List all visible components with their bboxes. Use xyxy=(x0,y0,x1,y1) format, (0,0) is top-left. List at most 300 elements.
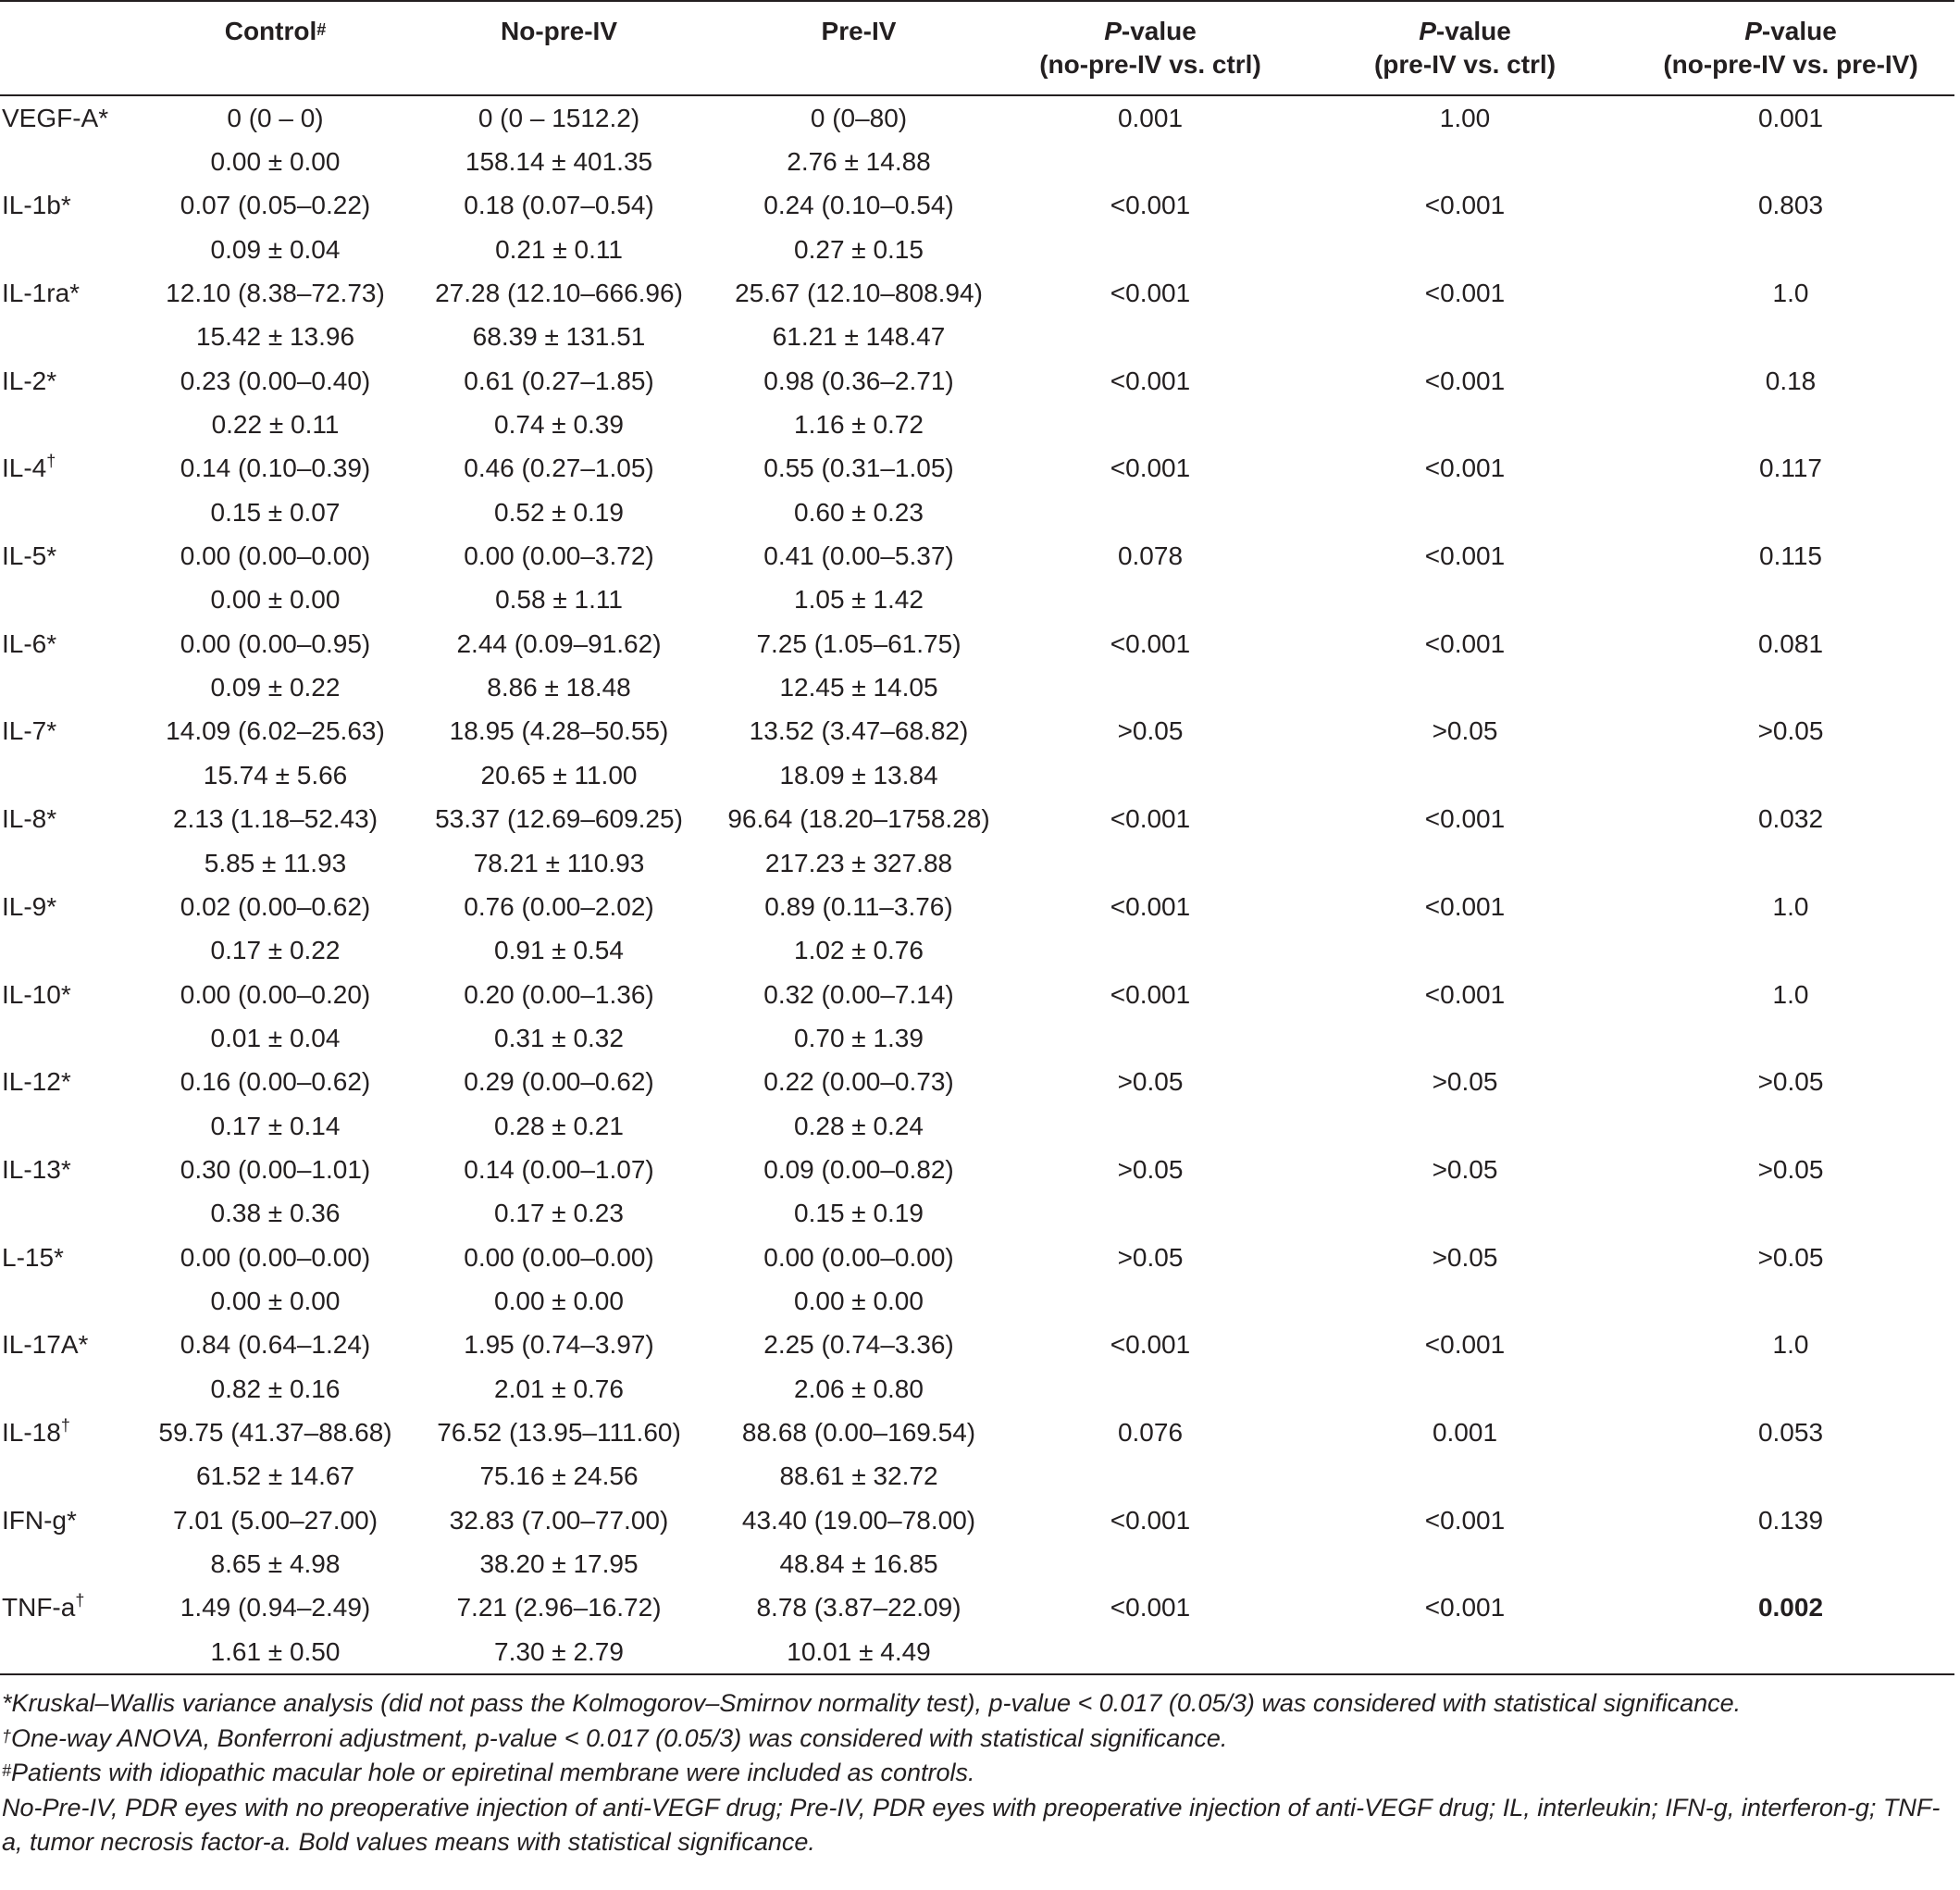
control-median-range: 2.13 (1.18–52.43) xyxy=(172,804,378,834)
table-row xyxy=(0,1148,1954,1191)
p-value-no-pre-iv-vs-pre-iv: 0.115 xyxy=(1759,541,1822,571)
blank-cell xyxy=(998,1192,1303,1236)
blank-cell xyxy=(0,841,153,885)
no-pre-iv-mean-sd: 0.74 ± 0.39 xyxy=(494,410,624,440)
marker-name: IL-2 xyxy=(2,366,47,395)
marker-name: L-15 xyxy=(2,1242,55,1272)
blank-cell xyxy=(0,491,153,534)
footnote-2: †One-way ANOVA, Bonferroni adjustment, p-value < 0.017 (0.05/3) was considered with statistical significance. xyxy=(2,1723,1228,1752)
blank-cell xyxy=(1627,1279,1954,1323)
p-value-no-pre-iv-vs-pre-iv: >0.05 xyxy=(1757,1067,1824,1097)
table-row xyxy=(0,929,1954,973)
blank-cell xyxy=(0,1455,153,1498)
blank-cell xyxy=(998,1104,1303,1148)
marker-name: IFN-g xyxy=(2,1505,67,1535)
p-value-no-pre-iv-vs-pre-iv: >0.05 xyxy=(1757,1154,1824,1184)
blank-cell xyxy=(1627,1630,1954,1674)
marker-name: IL-17A xyxy=(2,1330,79,1360)
table-row xyxy=(0,447,1954,491)
p-value-no-pre-iv-vs-pre-iv: >0.05 xyxy=(1757,1242,1824,1272)
blank-cell xyxy=(998,929,1303,973)
blank-cell xyxy=(0,1279,153,1323)
control-mean-sd: 0.38 ± 0.36 xyxy=(210,1199,341,1228)
pre-iv-median-range: 88.68 (0.00–169.54) xyxy=(741,1417,976,1447)
blank-cell xyxy=(1303,665,1627,709)
control-mean-sd: 5.85 ± 11.93 xyxy=(204,848,347,877)
blank-cell xyxy=(1627,578,1954,622)
no-pre-iv-median-range: 27.28 (12.10–666.96) xyxy=(435,279,683,308)
blank-cell xyxy=(1303,578,1627,622)
control-median-range: 59.75 (41.37–88.68) xyxy=(158,1417,392,1447)
marker-footnote-mark: * xyxy=(46,628,57,658)
pre-iv-mean-sd: 0.70 ± 1.39 xyxy=(794,1023,924,1052)
control-mean-sd: 8.65 ± 4.98 xyxy=(210,1549,341,1579)
no-pre-iv-mean-sd: 8.86 ± 18.48 xyxy=(487,673,631,703)
table-row xyxy=(0,359,1954,403)
table-row xyxy=(0,841,1954,885)
pre-iv-mean-sd: 0.60 ± 0.23 xyxy=(794,497,924,527)
blank-cell xyxy=(0,578,153,622)
blank-cell xyxy=(0,316,153,359)
blank-cell xyxy=(998,665,1303,709)
table-row xyxy=(0,1016,1954,1060)
blank-cell xyxy=(1303,753,1627,797)
pre-iv-mean-sd: 0.15 ± 0.19 xyxy=(794,1199,924,1228)
p-value-pre-iv-vs-ctrl: <0.001 xyxy=(1424,891,1506,921)
p-value-pre-iv-vs-ctrl: >0.05 xyxy=(1432,716,1498,746)
table-row xyxy=(0,710,1954,753)
pre-iv-median-range: 2.25 (0.74–3.36) xyxy=(763,1330,954,1360)
blank-cell xyxy=(0,228,153,271)
pre-iv-median-range: 25.67 (12.10–808.94) xyxy=(735,279,983,308)
table-row xyxy=(0,95,1954,140)
p-value-no-pre-iv-vs-ctrl: 0.078 xyxy=(1117,541,1184,571)
marker-footnote-mark: † xyxy=(75,1591,85,1610)
blank-cell xyxy=(998,491,1303,534)
marker-label xyxy=(0,973,153,1016)
p-value-pre-iv-vs-ctrl: 1.00 xyxy=(1439,103,1491,132)
table-row xyxy=(0,798,1954,841)
marker-label xyxy=(0,1061,153,1104)
pre-iv-median-range: 0 (0–80) xyxy=(810,103,908,132)
table-row xyxy=(0,885,1954,928)
table-row xyxy=(0,228,1954,271)
p-value-no-pre-iv-vs-ctrl: >0.05 xyxy=(1117,1242,1184,1272)
header-blank xyxy=(0,1,153,95)
pre-iv-mean-sd: 88.61 ± 32.72 xyxy=(779,1461,938,1491)
marker-footnote-mark: * xyxy=(46,366,57,395)
blank-cell xyxy=(1627,228,1954,271)
marker-name: IL-10 xyxy=(2,979,61,1009)
blank-cell xyxy=(998,1016,1303,1060)
no-pre-iv-median-range: 0.76 (0.00–2.02) xyxy=(464,891,654,921)
p-value-no-pre-iv-vs-pre-iv: 0.002 xyxy=(1757,1593,1824,1623)
table-body xyxy=(0,95,1954,1674)
control-mean-sd: 0.22 ± 0.11 xyxy=(211,410,340,440)
blank-cell xyxy=(0,1630,153,1674)
marker-label xyxy=(0,95,153,140)
header-p2: P-value (pre-IV vs. ctrl) xyxy=(1303,1,1627,95)
pre-iv-mean-sd: 61.21 ± 148.47 xyxy=(772,322,946,352)
table-row xyxy=(0,622,1954,665)
no-pre-iv-median-range: 0.20 (0.00–1.36) xyxy=(464,979,654,1009)
marker-name: IL-8 xyxy=(2,804,47,834)
no-pre-iv-mean-sd: 0.00 ± 0.00 xyxy=(494,1286,624,1315)
control-mean-sd: 0.15 ± 0.07 xyxy=(210,497,341,527)
table-row xyxy=(0,534,1954,578)
control-median-range: 0.16 (0.00–0.62) xyxy=(180,1067,371,1097)
pre-iv-mean-sd: 1.16 ± 0.72 xyxy=(794,410,924,440)
p-value-no-pre-iv-vs-ctrl: <0.001 xyxy=(1110,454,1191,483)
no-pre-iv-mean-sd: 20.65 ± 11.00 xyxy=(480,760,638,790)
marker-footnote-mark: * xyxy=(67,1505,77,1535)
control-mean-sd: 0.01 ± 0.04 xyxy=(210,1023,341,1052)
blank-cell xyxy=(998,316,1303,359)
p-value-no-pre-iv-vs-pre-iv: 0.053 xyxy=(1757,1417,1824,1447)
pre-iv-mean-sd: 2.76 ± 14.88 xyxy=(787,147,931,177)
control-mean-sd: 1.61 ± 0.50 xyxy=(153,1630,398,1674)
marker-footnote-mark: * xyxy=(60,979,71,1009)
control-median-range: 1.49 (0.94–2.49) xyxy=(180,1593,371,1623)
pre-iv-mean-sd: 0.27 ± 0.15 xyxy=(794,234,924,264)
no-pre-iv-mean-sd: 0.17 ± 0.23 xyxy=(494,1199,624,1228)
blank-cell xyxy=(998,841,1303,885)
table-row xyxy=(0,1061,1954,1104)
pre-iv-median-range: 0.22 (0.00–0.73) xyxy=(763,1067,954,1097)
marker-label xyxy=(0,1324,153,1367)
marker-label xyxy=(0,1236,153,1279)
table-row xyxy=(0,316,1954,359)
footnote-1: *Kruskal–Wallis variance analysis (did not pass the Kolmogorov–Smirnov normality test), p-value < 0.017 (0.05/3) was considered with statistical significance. xyxy=(2,1689,1742,1718)
marker-name: IL-5 xyxy=(2,541,47,571)
p-value-no-pre-iv-vs-pre-iv: 0.139 xyxy=(1757,1505,1824,1535)
marker-name: IL-6 xyxy=(2,628,47,658)
footnote-3: #Patients with idiopathic macular hole or epiretinal membrane were included as controls. xyxy=(2,1759,975,1787)
table-row xyxy=(0,1236,1954,1279)
table-row xyxy=(0,665,1954,709)
marker-name: TNF-a xyxy=(2,1593,76,1623)
marker-name: IL-18 xyxy=(2,1417,61,1447)
no-pre-iv-mean-sd: 0.31 ± 0.32 xyxy=(494,1023,624,1052)
control-mean-sd: 0.09 ± 0.22 xyxy=(210,673,341,703)
no-pre-iv-median-range: 0 (0 – 1512.2) xyxy=(478,103,640,132)
marker-name: IL-1ra xyxy=(2,279,70,308)
marker-name: IL-1b xyxy=(2,191,61,220)
marker-name: IL-9 xyxy=(2,891,47,921)
marker-name: IL-13 xyxy=(2,1154,61,1184)
no-pre-iv-median-range: 18.95 (4.28–50.55) xyxy=(449,716,669,746)
table-footnotes xyxy=(0,1686,1954,1860)
table-row xyxy=(0,578,1954,622)
control-median-range: 0.07 (0.05–0.22) xyxy=(180,191,371,220)
blank-cell xyxy=(998,753,1303,797)
p-value-no-pre-iv-vs-ctrl: <0.001 xyxy=(1110,1593,1191,1623)
header-control: Control# xyxy=(153,1,398,95)
p-value-pre-iv-vs-ctrl: <0.001 xyxy=(1424,541,1506,571)
marker-name: VEGF-A xyxy=(2,103,99,132)
table-row xyxy=(0,403,1954,446)
table-row xyxy=(0,1192,1954,1236)
p-value-no-pre-iv-vs-pre-iv: 0.18 xyxy=(1765,366,1817,395)
control-median-range: 0 (0 – 0) xyxy=(227,103,324,132)
table-row xyxy=(0,491,1954,534)
marker-label xyxy=(0,534,153,578)
blank-cell xyxy=(0,1542,153,1585)
pre-iv-mean-sd: 48.84 ± 16.85 xyxy=(779,1549,938,1579)
pre-iv-mean-sd: 0.28 ± 0.24 xyxy=(794,1111,924,1140)
blank-cell xyxy=(998,1279,1303,1323)
p-value-no-pre-iv-vs-pre-iv: 1.0 xyxy=(1772,979,1809,1009)
control-mean-sd: 0.17 ± 0.22 xyxy=(210,936,341,965)
blank-cell xyxy=(0,1016,153,1060)
p-value-pre-iv-vs-ctrl: <0.001 xyxy=(1424,1505,1506,1535)
no-pre-iv-mean-sd: 78.21 ± 110.93 xyxy=(473,848,645,877)
blank-cell xyxy=(1627,140,1954,183)
p-value-no-pre-iv-vs-pre-iv: 1.0 xyxy=(1772,279,1809,308)
no-pre-iv-mean-sd: 0.28 ± 0.21 xyxy=(494,1111,624,1140)
marker-name: IL-4 xyxy=(2,454,47,483)
pre-iv-mean-sd: 217.23 ± 327.88 xyxy=(764,848,953,877)
table-row xyxy=(0,1324,1954,1367)
pre-iv-mean-sd: 2.06 ± 0.80 xyxy=(794,1374,924,1403)
control-mean-sd: 0.82 ± 0.16 xyxy=(210,1374,341,1403)
table-row xyxy=(0,184,1954,228)
p-value-pre-iv-vs-ctrl: 0.001 xyxy=(1432,1417,1498,1447)
pre-iv-mean-sd: 1.02 ± 0.76 xyxy=(794,936,924,965)
pre-iv-mean-sd: 0.00 ± 0.00 xyxy=(794,1286,924,1315)
marker-footnote-mark: * xyxy=(60,1154,71,1184)
blank-cell xyxy=(1627,1542,1954,1585)
blank-cell xyxy=(998,578,1303,622)
no-pre-iv-mean-sd: 2.01 ± 0.76 xyxy=(494,1374,624,1403)
marker-label xyxy=(0,1586,153,1630)
header-no-pre-iv: No-pre-IV xyxy=(398,1,720,95)
marker-name: IL-7 xyxy=(2,716,47,746)
blank-cell xyxy=(998,1542,1303,1585)
table-row xyxy=(0,1455,1954,1498)
p-value-no-pre-iv-vs-ctrl: <0.001 xyxy=(1110,628,1191,658)
pre-iv-median-range: 0.98 (0.36–2.71) xyxy=(763,366,954,395)
pre-iv-median-range: 0.55 (0.31–1.05) xyxy=(763,454,954,483)
pre-iv-median-range: 0.00 (0.00–0.00) xyxy=(763,1242,954,1272)
blank-cell xyxy=(0,753,153,797)
blank-cell xyxy=(998,228,1303,271)
control-mean-sd: 0.00 ± 0.00 xyxy=(210,147,341,177)
p-value-pre-iv-vs-ctrl: <0.001 xyxy=(1424,1593,1506,1623)
table-row xyxy=(0,1498,1954,1542)
blank-cell xyxy=(1303,491,1627,534)
p-value-pre-iv-vs-ctrl: <0.001 xyxy=(1424,804,1506,834)
pre-iv-median-range: 8.78 (3.87–22.09) xyxy=(756,1593,961,1623)
no-pre-iv-mean-sd: 0.21 ± 0.11 xyxy=(495,234,623,264)
no-pre-iv-mean-sd: 75.16 ± 24.56 xyxy=(479,1461,639,1491)
p-value-no-pre-iv-vs-pre-iv: 0.803 xyxy=(1757,191,1824,220)
pre-iv-mean-sd: 18.09 ± 13.84 xyxy=(779,760,938,790)
no-pre-iv-median-range: 0.00 (0.00–3.72) xyxy=(464,541,654,571)
p-value-no-pre-iv-vs-pre-iv: 1.0 xyxy=(1772,1330,1809,1360)
p-value-no-pre-iv-vs-ctrl: >0.05 xyxy=(1117,716,1184,746)
pre-iv-median-range: 96.64 (18.20–1758.28) xyxy=(727,804,990,834)
blank-cell xyxy=(0,1192,153,1236)
blank-cell xyxy=(1627,491,1954,534)
no-pre-iv-mean-sd: 0.58 ± 1.11 xyxy=(495,585,623,615)
p-value-no-pre-iv-vs-ctrl: 0.001 xyxy=(1117,103,1184,132)
blank-cell xyxy=(1627,403,1954,446)
blank-cell xyxy=(1627,1192,1954,1236)
blank-cell xyxy=(1303,929,1627,973)
no-pre-iv-median-range: 2.44 (0.09–91.62) xyxy=(456,628,662,658)
control-mean-sd: 0.00 ± 0.00 xyxy=(210,585,341,615)
no-pre-iv-median-range: 0.61 (0.27–1.85) xyxy=(464,366,654,395)
p-value-no-pre-iv-vs-ctrl: <0.001 xyxy=(1110,804,1191,834)
table-header xyxy=(0,1,1954,95)
marker-footnote-mark: † xyxy=(60,1415,70,1435)
no-pre-iv-median-range: 0.46 (0.27–1.05) xyxy=(464,454,654,483)
control-mean-sd: 0.00 ± 0.00 xyxy=(210,1286,341,1315)
table-row xyxy=(0,753,1954,797)
pre-iv-median-range: 7.25 (1.05–61.75) xyxy=(756,628,961,658)
p-value-pre-iv-vs-ctrl: >0.05 xyxy=(1432,1067,1498,1097)
header-p1: P-value (no-pre-IV vs. ctrl) xyxy=(998,1,1303,95)
table-row xyxy=(0,973,1954,1016)
p-value-no-pre-iv-vs-pre-iv: >0.05 xyxy=(1757,716,1824,746)
p-value-pre-iv-vs-ctrl: >0.05 xyxy=(1432,1242,1498,1272)
pre-iv-median-range: 0.32 (0.00–7.14) xyxy=(763,979,954,1009)
marker-label xyxy=(0,447,153,491)
p-value-pre-iv-vs-ctrl: <0.001 xyxy=(1424,628,1506,658)
blank-cell xyxy=(998,140,1303,183)
blank-cell xyxy=(998,1367,1303,1411)
table-row xyxy=(0,1367,1954,1411)
control-median-range: 0.23 (0.00–0.40) xyxy=(180,366,371,395)
blank-cell xyxy=(1627,929,1954,973)
blank-cell xyxy=(0,140,153,183)
no-pre-iv-mean-sd: 7.30 ± 2.79 xyxy=(398,1630,720,1674)
pre-iv-median-range: 0.09 (0.00–0.82) xyxy=(763,1154,954,1184)
p-value-pre-iv-vs-ctrl: <0.001 xyxy=(1424,191,1506,220)
marker-footnote-mark: * xyxy=(69,279,81,308)
marker-footnote-mark: * xyxy=(60,1067,71,1097)
marker-label xyxy=(0,885,153,928)
table-row xyxy=(0,1630,1954,1674)
footnote-abbreviations: No-Pre-IV, PDR eyes with no preoperative injection of anti-VEGF drug; Pre-IV, PDR eyes with preoperative injection of anti-VEGF drug; IL, interleukin; IFN-g, interferon-g; TNF-a, tumor necrosis factor-a. Bold values means with statistical significance. xyxy=(2,1793,1941,1857)
p-value-no-pre-iv-vs-pre-iv: 1.0 xyxy=(1772,891,1809,921)
blank-cell xyxy=(1303,1630,1627,1674)
blank-cell xyxy=(1303,1016,1627,1060)
header-pre-iv: Pre-IV xyxy=(720,1,998,95)
p-value-no-pre-iv-vs-ctrl: <0.001 xyxy=(1110,1330,1191,1360)
blank-cell xyxy=(998,1630,1303,1674)
blank-cell xyxy=(1303,1455,1627,1498)
no-pre-iv-median-range: 32.83 (7.00–77.00) xyxy=(449,1505,669,1535)
blank-cell xyxy=(998,1455,1303,1498)
blank-cell xyxy=(1303,316,1627,359)
blank-cell xyxy=(1627,1367,1954,1411)
blank-cell xyxy=(1303,140,1627,183)
control-median-range: 0.84 (0.64–1.24) xyxy=(180,1330,371,1360)
marker-footnote-mark: * xyxy=(46,804,57,834)
marker-footnote-mark: † xyxy=(46,452,56,471)
no-pre-iv-median-range: 7.21 (2.96–16.72) xyxy=(456,1593,662,1623)
p-value-pre-iv-vs-ctrl: <0.001 xyxy=(1424,454,1506,483)
marker-label xyxy=(0,1411,153,1454)
table-row xyxy=(0,271,1954,315)
marker-label xyxy=(0,359,153,403)
marker-label xyxy=(0,710,153,753)
blank-cell xyxy=(998,403,1303,446)
marker-label xyxy=(0,271,153,315)
control-median-range: 0.00 (0.00–0.95) xyxy=(180,628,371,658)
control-mean-sd: 0.09 ± 0.04 xyxy=(210,234,341,264)
blank-cell xyxy=(1627,1016,1954,1060)
p-value-no-pre-iv-vs-ctrl: <0.001 xyxy=(1110,279,1191,308)
table-row xyxy=(0,1586,1954,1630)
pre-iv-median-range: 0.89 (0.11–3.76) xyxy=(764,891,953,921)
blank-cell xyxy=(1303,1542,1627,1585)
p-value-no-pre-iv-vs-pre-iv: 0.032 xyxy=(1757,804,1824,834)
p-value-no-pre-iv-vs-ctrl: <0.001 xyxy=(1110,891,1191,921)
blank-cell xyxy=(1303,1367,1627,1411)
marker-footnote-mark: * xyxy=(60,191,71,220)
pre-iv-median-range: 0.41 (0.00–5.37) xyxy=(763,541,954,571)
no-pre-iv-median-range: 76.52 (13.95–111.60) xyxy=(437,1417,681,1447)
blank-cell xyxy=(0,1104,153,1148)
no-pre-iv-median-range: 1.95 (0.74–3.97) xyxy=(464,1330,654,1360)
p-value-no-pre-iv-vs-pre-iv: 0.001 xyxy=(1757,103,1824,132)
no-pre-iv-median-range: 53.37 (12.69–609.25) xyxy=(435,804,683,834)
control-mean-sd: 0.17 ± 0.14 xyxy=(210,1111,341,1140)
control-median-range: 0.00 (0.00–0.00) xyxy=(180,1242,371,1272)
control-median-range: 7.01 (5.00–27.00) xyxy=(172,1505,378,1535)
control-median-range: 0.00 (0.00–0.20) xyxy=(180,979,371,1009)
table-row xyxy=(0,1542,1954,1585)
p-value-no-pre-iv-vs-ctrl: >0.05 xyxy=(1117,1154,1184,1184)
control-median-range: 0.14 (0.10–0.39) xyxy=(180,454,371,483)
p-value-pre-iv-vs-ctrl: <0.001 xyxy=(1424,279,1506,308)
table-row xyxy=(0,1279,1954,1323)
p-value-no-pre-iv-vs-ctrl: <0.001 xyxy=(1110,979,1191,1009)
marker-label xyxy=(0,798,153,841)
no-pre-iv-median-range: 0.18 (0.07–0.54) xyxy=(464,191,654,220)
p-value-no-pre-iv-vs-ctrl: 0.076 xyxy=(1117,1417,1184,1447)
p-value-no-pre-iv-vs-pre-iv: 0.117 xyxy=(1759,454,1822,483)
control-median-range: 0.00 (0.00–0.00) xyxy=(180,541,371,571)
blank-cell xyxy=(1303,403,1627,446)
pre-iv-mean-sd: 10.01 ± 4.49 xyxy=(720,1630,998,1674)
marker-footnote-mark: * xyxy=(54,1242,64,1272)
control-median-range: 12.10 (8.38–72.73) xyxy=(166,279,385,308)
marker-footnote-mark: * xyxy=(98,103,109,132)
blank-cell xyxy=(1627,1455,1954,1498)
no-pre-iv-median-range: 0.00 (0.00–0.00) xyxy=(464,1242,654,1272)
p-value-no-pre-iv-vs-ctrl: <0.001 xyxy=(1110,1505,1191,1535)
blank-cell xyxy=(1627,753,1954,797)
marker-label xyxy=(0,622,153,665)
blank-cell xyxy=(1303,1104,1627,1148)
marker-label xyxy=(0,1148,153,1191)
blank-cell xyxy=(1303,1192,1627,1236)
blank-cell xyxy=(1627,1104,1954,1148)
blank-cell xyxy=(1303,228,1627,271)
no-pre-iv-median-range: 0.29 (0.00–0.62) xyxy=(464,1067,654,1097)
no-pre-iv-mean-sd: 0.52 ± 0.19 xyxy=(494,497,624,527)
pre-iv-mean-sd: 12.45 ± 14.05 xyxy=(779,673,938,703)
p-value-pre-iv-vs-ctrl: <0.001 xyxy=(1424,366,1506,395)
p-value-pre-iv-vs-ctrl: >0.05 xyxy=(1432,1154,1498,1184)
p-value-pre-iv-vs-ctrl: <0.001 xyxy=(1424,1330,1506,1360)
p-value-no-pre-iv-vs-ctrl: >0.05 xyxy=(1117,1067,1184,1097)
pre-iv-median-range: 0.24 (0.10–0.54) xyxy=(763,191,954,220)
